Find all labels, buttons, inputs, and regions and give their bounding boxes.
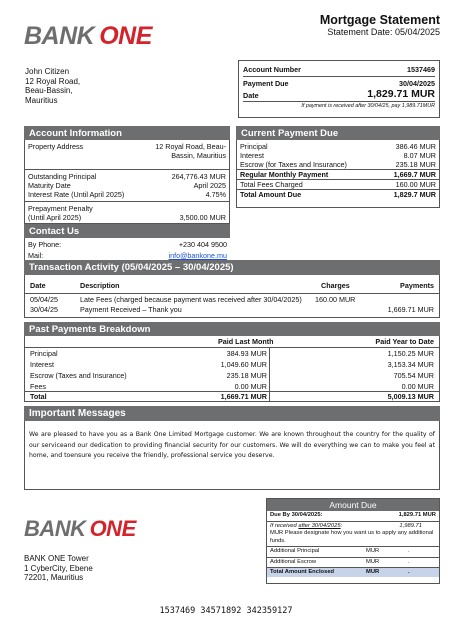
past-total-label: Total (30, 392, 47, 401)
footer-code: 1537469 34571892 342359127 (159, 606, 293, 616)
date-label: Date (243, 91, 259, 100)
messages-header: Important Messages (24, 406, 440, 421)
phone-label: By Phone: (28, 240, 62, 249)
bank-address (24, 554, 93, 583)
property-address-value1: 12 Royal Road, Beau- (155, 142, 226, 151)
current-payment-header: Current Payment Due (236, 126, 440, 140)
mail-label: Mail: (28, 251, 44, 260)
transaction-date: 05/04/25 (30, 295, 58, 304)
past-fees-last: 0.00 MUR (234, 382, 267, 391)
current-interest-value: 8.07 MUR (403, 151, 436, 160)
email-link[interactable]: info@bankone.mu (168, 251, 227, 260)
bank-address-line1: BANK ONE Tower (24, 554, 89, 563)
past-escrow-last: 235.18 MUR (226, 371, 267, 380)
additional-principal-currency: MUR (366, 548, 380, 554)
past-escrow-label: Escrow (Taxes and Insurance) (30, 371, 127, 380)
prepayment-penalty-label2: (Until April 2025) (28, 213, 82, 222)
interest-rate-value: 4.75% (205, 190, 226, 199)
phone-value[interactable]: +230 404 9500 (178, 240, 227, 249)
current-interest-label: Interest (240, 151, 264, 160)
bank-logo: BANK ONE (24, 22, 152, 50)
customer-addr2: Beau-Bassin, (25, 86, 73, 95)
contact-section (24, 224, 230, 260)
past-payments-header: Past Payments Breakdown (24, 322, 440, 336)
past-fees-label: Fees (30, 382, 46, 391)
customer-address (25, 67, 80, 105)
bank-address-line2: 1 CyberCity, Ebene (24, 563, 93, 573)
col-paid-ytd: Paid Year to Date (375, 337, 434, 346)
prepayment-penalty-value: 3,500.00 MUR (179, 213, 226, 222)
past-principal-ytd: 1,150.25 MUR (387, 349, 434, 358)
past-total-ytd: 5,009.13 MUR (387, 392, 434, 401)
additional-principal-input[interactable]: . (408, 548, 410, 554)
account-number-label: Account Number (243, 65, 301, 74)
transaction-header: Transaction Activity (05/04/2025 – 30/04/2025) (24, 260, 440, 275)
past-interest-label: Interest (30, 360, 54, 369)
received-after-date: after 30/04/2025 (298, 522, 341, 529)
amount-due-coupon (266, 498, 440, 584)
payment-due-value: 30/04/2025 (399, 79, 435, 88)
transaction-payments: 1,669.71 MUR (387, 305, 434, 314)
account-information-section (24, 126, 230, 224)
summary-box (238, 60, 440, 118)
total-amount-due-value: 1,829.7 MUR (393, 190, 436, 199)
col-payments-header: Payments (400, 281, 434, 290)
transaction-desc: Payment Received – Thank you (80, 305, 182, 314)
amount-due-header: Amount Due (267, 499, 439, 511)
transaction-desc: Late Fees (charged because payment was received after 30/04/2025) (80, 295, 302, 304)
maturity-date-value: April 2025 (193, 181, 226, 190)
past-principal-last: 384.93 MUR (226, 349, 267, 358)
current-principal-value: 386.46 MUR (395, 142, 436, 151)
bank-address-line3: 72201, Mauritius (24, 573, 84, 582)
additional-principal-label: Additional Principal (270, 548, 320, 554)
due-by-value: 1,829.71 MUR (398, 512, 436, 518)
current-escrow-label: Escrow (for Taxes and Insurance) (240, 160, 347, 169)
outstanding-principal-value: 264,776.43 MUR (171, 172, 226, 181)
property-address-value2: Bassin, Mauritius (171, 151, 226, 160)
account-information-header: Account Information (24, 126, 230, 140)
transaction-date: 30/04/25 (30, 305, 58, 314)
col-paid-last-month: Paid Last Month (218, 337, 274, 346)
col-date-header: Date (30, 281, 46, 290)
past-fees-ytd: 0.00 MUR (401, 382, 434, 391)
total-amount-due-label: Total Amount Due (240, 190, 302, 199)
current-payment-section (236, 126, 440, 208)
amount-due-value: 1,829.71 MUR (367, 88, 435, 100)
past-interest-last: 1,049.60 MUR (220, 360, 267, 369)
received-after-value: 1,989.71 (399, 522, 422, 529)
regular-monthly-value: 1,669.7 MUR (393, 170, 436, 179)
statement-title: Mortgage Statement (319, 13, 440, 27)
bank-logo-bottom: BANK ONE (24, 516, 136, 541)
account-number-value: 1537469 (407, 65, 435, 74)
regular-monthly-label: Regular Monthly Payment (240, 170, 329, 179)
prepayment-penalty-label1: Prepayment Penalty (28, 204, 93, 213)
col-description-header: Description (80, 281, 120, 290)
past-principal-label: Principal (30, 349, 58, 358)
contact-header: Contact Us (24, 224, 230, 238)
past-payments-section (24, 322, 440, 402)
past-total-last: 1,669.71 MUR (220, 392, 267, 401)
messages-body: We are pleased to have you as a Bank One Limited Mortgage customer. We are known throughout the country for the quality of our serviceand our dedication to providing financial security for our customers. We will do everything we can to make you feel at home, and toensure you receive the friendly, professional service you deserve. (29, 431, 435, 459)
payment-due-label: Payment Due (243, 79, 289, 88)
additional-escrow-currency: MUR (366, 558, 380, 565)
total-fees-label: Total Fees Charged (240, 180, 303, 189)
past-interest-ytd: 3,153.34 MUR (387, 360, 434, 369)
interest-rate-label: Interest Rate (Until April 2025) (28, 190, 125, 199)
current-escrow-value: 235.18 MUR (395, 160, 436, 169)
messages-section (24, 406, 440, 490)
property-address-label: Property Address (28, 142, 84, 151)
transaction-section (24, 260, 440, 318)
total-fees-value: 160.00 MUR (395, 180, 436, 189)
statement-date: Statement Date: 05/04/2025 (327, 27, 440, 37)
additional-escrow-input[interactable]: . (408, 558, 410, 565)
received-after-label: If received (270, 522, 299, 529)
customer-name: John Citizen (25, 67, 70, 76)
past-escrow-ytd: 705.54 MUR (393, 371, 434, 380)
due-by-label: Due By 30/04/2025: (270, 512, 323, 518)
outstanding-principal-label: Outstanding Principal (28, 172, 97, 181)
designate-funds-note: MUR Please designate how you want us to apply any additional funds. (270, 530, 434, 544)
col-charges-header: Charges (321, 281, 350, 290)
customer-addr1: 12 Royal Road, (25, 76, 81, 86)
received-after-colon: : (340, 522, 343, 529)
current-principal-label: Principal (240, 142, 268, 151)
customer-addr3: Mauritius (25, 95, 58, 105)
transaction-charges: 160.00 MUR (315, 295, 356, 304)
total-enclosed-currency: MUR (366, 569, 380, 576)
total-enclosed-label: Total Amount Enclosed (270, 569, 335, 576)
additional-escrow-label: Additional Escrow (270, 558, 317, 565)
total-enclosed-input[interactable]: . (408, 569, 410, 576)
late-payment-note: If payment is received after 30/04/25, pay 1,989.71MUR (301, 103, 435, 109)
maturity-date-label: Maturity Date (28, 181, 71, 190)
